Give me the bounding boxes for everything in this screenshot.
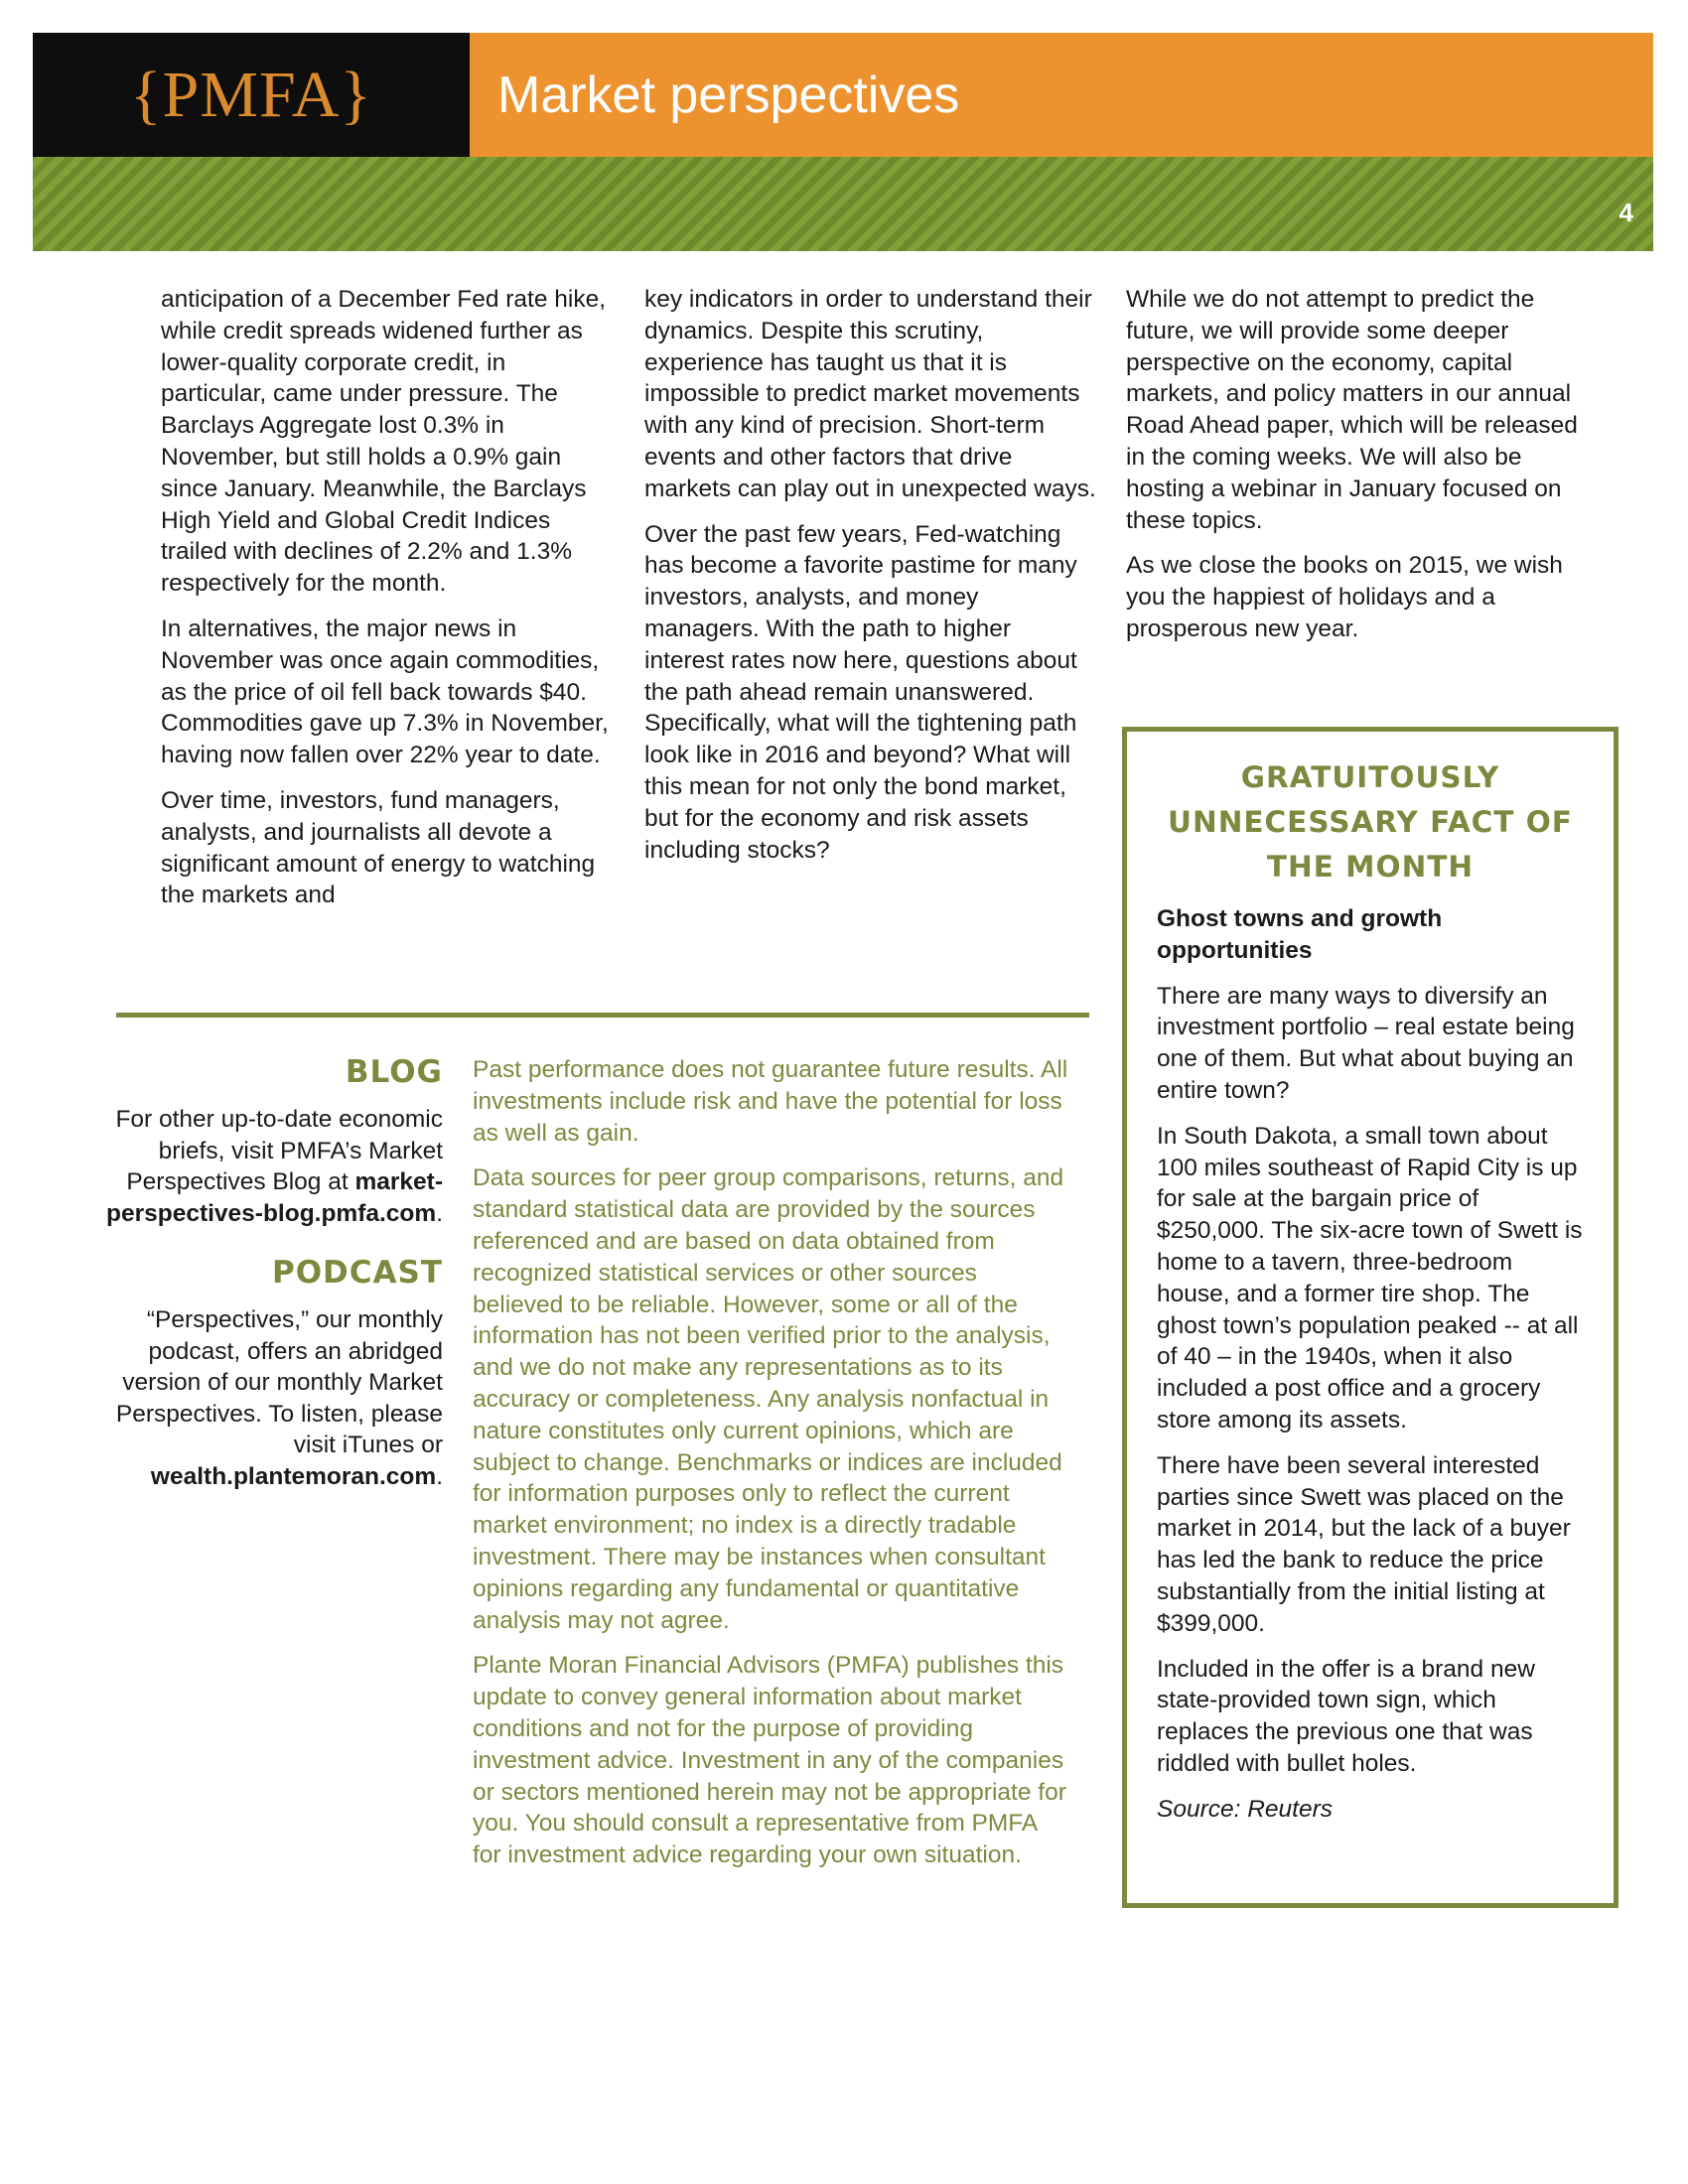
disclaimer-paragraph: Data sources for peer group comparisons, returns, and standard statistical data are provided by the sources referenced and are based on data obtained from recognized statistical services or other sources believed to be reliable. However, some or all of the information has not been verified prior to the analysis, and we do not make any representations as to its accuracy or completeness. Any analysis nonfactual in nature constitutes only current opinions, which are subject to change. Benchmarks or indices are included for information purposes only to reflect the current market environment; no index is a directly tradable investment. There may be instances when consultant opinions regarding any fundamental or quantitative analysis may not agree. [473, 1164, 1064, 1634]
podcast-heading: PODCAST [271, 1255, 443, 1291]
fact-box-title: GRATUITOUSLY UNNECESSARY FACT OF THE MONTH [1168, 760, 1573, 884]
podcast-blurb [99, 1304, 443, 1492]
paragraph: key indicators in order to understand their dynamics. Despite this scrutiny, experience has taught us that it is impossible to predict market movements with any kind of precision. Short-term events and other factors that drive markets can play out in unexpected ways. [644, 286, 1096, 502]
page-number: 4 [1618, 198, 1633, 227]
fact-paragraph: There are many ways to diversify an investment portfolio – real estate being one of them. But what about buying an entire town? [1157, 982, 1575, 1104]
podcast-link[interactable]: wealth.plantemoran.com [150, 1462, 437, 1490]
logo-box [33, 33, 470, 157]
page-header [33, 33, 1653, 251]
period: . [436, 1462, 443, 1490]
disclaimer-paragraph: Past performance does not guarantee future results. All investments include risk and have the potential for loss as well as gain. [473, 1056, 1068, 1147]
fact-source: Source: Reuters [1157, 1795, 1334, 1823]
pmfa-logo: {PMFA} [129, 58, 373, 131]
disclaimer-paragraph: Plante Moran Financial Advisors (PMFA) publishes this update to convey general information about market conditions and not for the purpose of providing investment advice. Investment in any of the companies or sectors mentioned herein may not be appropriate for you. You should consult a representative from PMFA for investment advice regarding your own situation. [473, 1652, 1066, 1869]
fact-paragraph: There have been several interested parties since Swett was placed on the market in 2014, but the lack of a buyer has led the bank to reduce the price substantially from the initial listing at $399,000. [1157, 1451, 1571, 1637]
article-column-2 [644, 284, 1096, 880]
paragraph: Over time, investors, fund managers, analysts, and journalists all devote a significant amount of energy to watching the markets and [161, 786, 596, 909]
blog-text: For other up-to-date economic briefs, visit PMFA’s Market Perspectives Blog at [115, 1106, 443, 1195]
blog-heading: BLOG [345, 1054, 443, 1090]
article-column-1 [161, 284, 616, 925]
period: . [436, 1199, 443, 1227]
paragraph: In alternatives, the major news in November was once again commodities, as the price of oil fell back towards $40. Commodities gave up 7.3% in November, having now fallen over 22% year to date. [161, 614, 609, 769]
paragraph: While we do not attempt to predict the future, we will provide some deeper perspective on the economy, capital markets, and policy matters in our annual Road Ahead paper, which will be released in the coming weeks. We will also be hosting a webinar in January focused on these topics. [1126, 286, 1578, 534]
fact-box-subtitle: Ghost towns and growth opportunities [1157, 905, 1443, 964]
fact-paragraph: In South Dakota, a small town about 100 miles southeast of Rapid City is up for sale at the bargain price of $250,000. The six-acre town of Swett is home to a tavern, three-bedroom house, and a former tire shop. The ghost town’s population peaked -- at all of 40 – in the 1940s, when it also included a post office and a grocery store among its assets. [1157, 1122, 1583, 1433]
newsletter-title: Market perspectives [497, 66, 960, 124]
disclaimer [473, 1054, 1068, 1885]
blog-blurb [99, 1104, 443, 1229]
paragraph: As we close the books on 2015, we wish you the happiest of holidays and a prosperous new year. [1126, 552, 1563, 642]
section-divider [116, 1013, 1089, 1018]
fact-of-the-month-box [1122, 727, 1618, 1908]
blog-link[interactable]: market-perspectives-blog.pmfa.com [105, 1168, 443, 1227]
podcast-text: “Perspectives,” our monthly podcast, offers an abridged version of our monthly Market Perspectives. To listen, please visit iTunes or [115, 1306, 443, 1458]
title-banner [470, 33, 1653, 157]
paragraph: Over the past few years, Fed-watching has become a favorite pastime for many investors, analysts, and money managers. With the path to higher interest rates now here, questions about the path ahead remain unanswered. Specifically, what will the tightening path look like in 2016 and beyond? What will this mean for not only the bond market, but for the economy and risk assets including stocks? [644, 520, 1077, 864]
fact-paragraph: Included in the offer is a brand new state-provided town sign, which replaces the previous one that was riddled with bullet holes. [1157, 1655, 1535, 1777]
sidebar-links [99, 1054, 443, 1518]
paragraph: anticipation of a December Fed rate hike, while credit spreads widened further as lower-quality corporate credit, in particular, came under pressure. The Barclays Aggregate lost 0.3% in November, but still holds a 0.9% gain since January. Meanwhile, the Barclays High Yield and Global Credit Indices trailed with declines of 2.2% and 1.3% respectively for the month. [161, 286, 607, 598]
article-column-3 [1126, 284, 1583, 659]
